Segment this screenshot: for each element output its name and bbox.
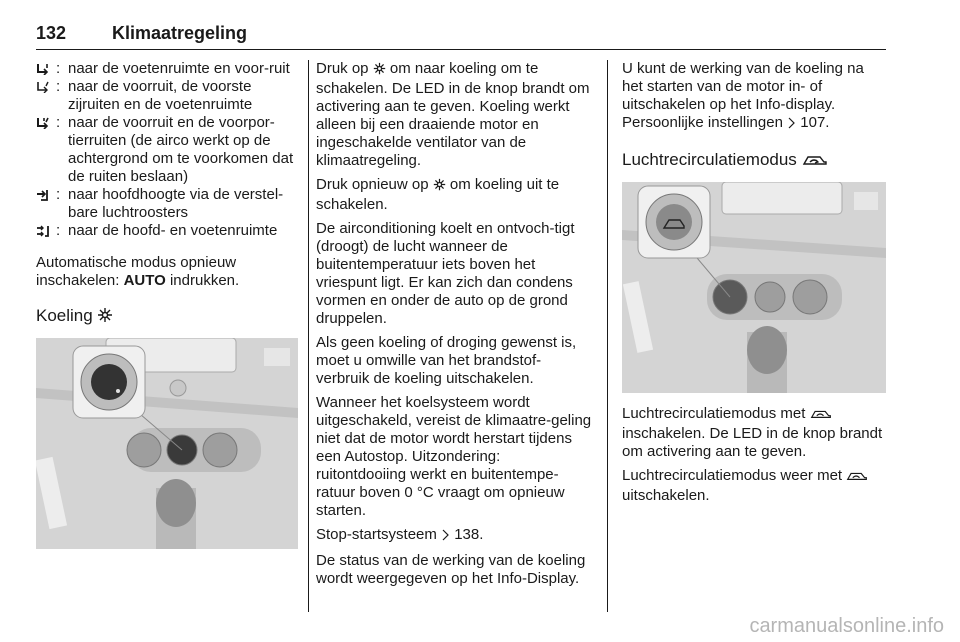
- mode-description: naar de voorruit, de voorste zijruiten en de voetenruimte: [68, 78, 253, 113]
- windshield-side-feet-airflow-icon: [36, 114, 56, 186]
- auto-key-label: AUTO: [123, 272, 166, 289]
- watermark: carmanualsonline.info: [749, 615, 944, 637]
- paragraph: U kunt de werking van de koeling na het starten van de motor in- of uitschakelen op het Info-display. Persoonlijke instellingen 107.: [622, 60, 886, 134]
- paragraph: Druk opnieuw op om koeling uit te schakelen.: [316, 176, 560, 213]
- cooling-button-photo: [36, 338, 298, 549]
- recirculation-button-photo: [622, 182, 886, 393]
- list-item: : naar de voetenruimte en voor-ruit: [36, 60, 298, 78]
- list-item: : naar hoofdhoogte via de verstel-bare luchtroosters: [36, 186, 298, 222]
- page-number: 132: [36, 23, 67, 43]
- cross-reference[interactable]: Stop-startsysteem 138.: [316, 526, 594, 546]
- mode-description: naar hoofdhoogte via de verstel-bare luchtroosters: [68, 186, 284, 221]
- column-3: [622, 60, 886, 511]
- paragraph: Wanneer het koelsysteem wordt uitgeschakeld, vereist de klimaatre-geling niet dat de motor wordt herstart tijdens een Autostop. Uitzondering: ruitontdooiing werkt en buitentempe-ratuur boven 0 °C vraagt om opnieuw starten.: [316, 394, 592, 519]
- cooling-heading: Koeling: [36, 306, 298, 328]
- mode-description: naar de voorruit en de voorpor-tierruiten (de airco werkt op de achtergrond om te voorkomen dat de ruiten beslaan): [68, 114, 294, 185]
- airflow-mode-list: [36, 60, 298, 240]
- column-divider: [607, 60, 608, 612]
- page-title: Klimaatregeling: [112, 23, 248, 43]
- paragraph: Luchtrecirculatiemodus weer met uitschakelen.: [622, 467, 886, 505]
- list-item: : naar de hoofd- en voetenruimte: [36, 222, 298, 240]
- page-reference-icon: [787, 116, 796, 134]
- windshield-feet-airflow-icon: [36, 78, 56, 114]
- paragraph: Luchtrecirculatiemodus met inschakelen. De LED in de knop brandt om activering aan te geven.: [622, 405, 883, 460]
- snowflake-icon: [97, 307, 113, 328]
- recirculation-heading: Luchtrecirculatiemodus: [622, 150, 886, 172]
- air-recirculation-icon: [810, 407, 832, 425]
- feet-airflow-icon: [36, 60, 56, 78]
- column-2: [316, 60, 594, 594]
- paragraph: Als geen koeling of droging gewenst is, moet u omwille van het brandstof-verbruik de koeling uitschakelen.: [316, 334, 577, 387]
- page-header: [36, 22, 886, 50]
- air-recirculation-icon: [846, 469, 868, 487]
- mode-description: naar de voetenruimte en voor-ruit: [68, 60, 290, 77]
- column-divider: [308, 60, 309, 612]
- column-1: [36, 60, 298, 561]
- page-reference-icon: [441, 528, 450, 546]
- paragraph: Druk op om naar koeling om te schakelen. De LED in de knop brandt om activering aan te geven. Koeling werkt alleen bij een draaiende motor en ingeschakelde ventilator van de klimaatregeling.: [316, 60, 590, 169]
- air-recirculation-icon: [802, 152, 828, 172]
- paragraph: De airconditioning koelt en ontvoch-tigt (droogt) de lucht wanneer de buitentemperatuur iets boven het vriespunt ligt. Er kan zich dan condens vormen en onder de auto op de grond druppelen.: [316, 220, 575, 327]
- paragraph: De status van de werking van de koeling wordt weergegeven op het Info-Display.: [316, 552, 586, 587]
- list-item: : naar de voorruit en de voorpor-tierruiten (de airco werkt op de achtergrond om te voorkomen dat de ruiten beslaan): [36, 114, 298, 186]
- snowflake-icon: [433, 178, 446, 196]
- list-item: : naar de voorruit, de voorste zijruiten en de voetenruimte: [36, 78, 298, 114]
- head-feet-airflow-icon: [36, 222, 56, 240]
- mode-description: naar de hoofd- en voetenruimte: [68, 222, 278, 239]
- auto-mode-paragraph: Automatische modus opnieuw inschakelen: AUTO indrukken.: [36, 254, 240, 289]
- head-airflow-icon: [36, 186, 56, 222]
- snowflake-icon: [373, 62, 386, 80]
